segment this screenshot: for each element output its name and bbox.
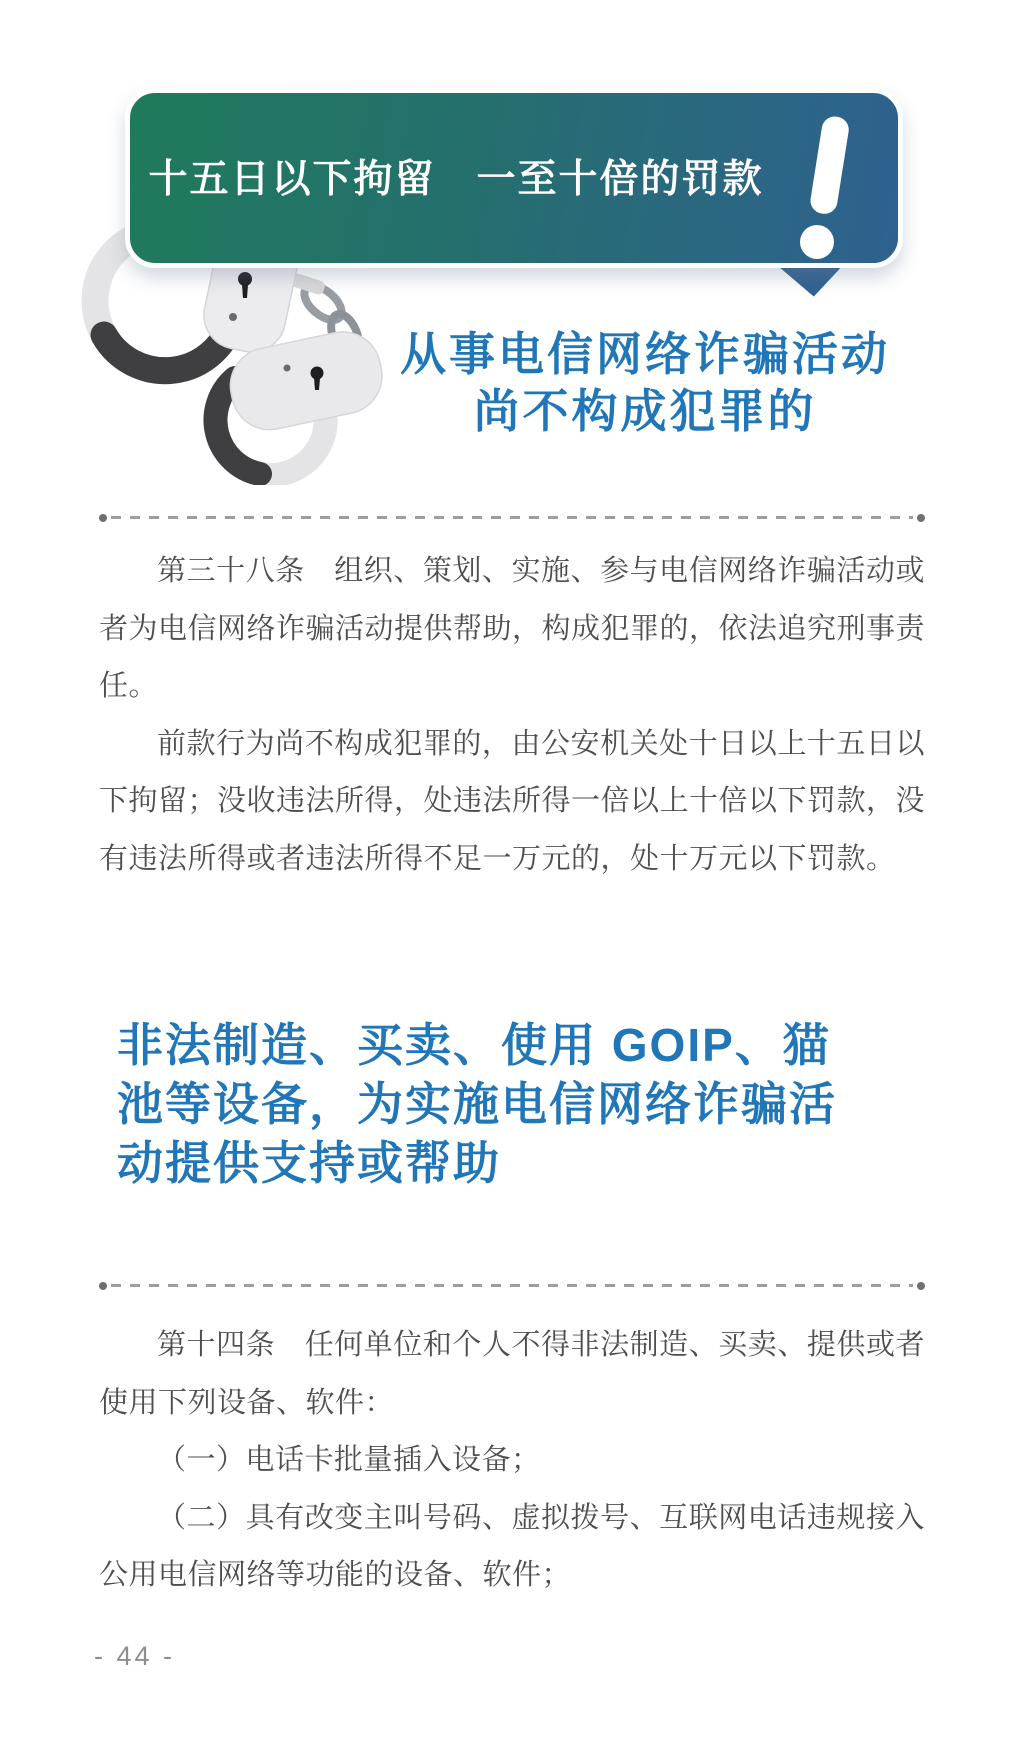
divider-dashes xyxy=(111,516,913,519)
section1-heading xyxy=(360,326,930,440)
divider-end-dot xyxy=(917,1282,925,1290)
divider-end-dot xyxy=(99,514,107,522)
list-item-1: （一）电话卡批量插入设备； xyxy=(157,1444,541,1476)
divider-end-dot xyxy=(917,514,925,522)
dashed-divider xyxy=(99,513,925,522)
exclamation-icon xyxy=(783,112,878,264)
section2-heading-line2: 池等设备，为实施电信网络诈骗活 xyxy=(117,1078,837,1130)
section2-heading-line1: 非法制造、买卖、使用 GOIP、猫 xyxy=(117,1019,831,1071)
article-38-paragraph: 第三十八条 组织、策划、实施、参与电信网络诈骗活动或者为电信网络诈骗活动提供帮助，构成犯罪的，依法追究刑事责任。 xyxy=(99,555,926,702)
list-item-2: （二）具有改变主叫号码、虚拟拨号、互联网电话违规接入公用电信网络等功能的设备、软件； xyxy=(99,1501,925,1591)
banner-title: 十五日以下拘留 一至十倍的罚款 xyxy=(148,158,764,201)
section2-heading-line3: 动提供支持或帮助 xyxy=(117,1137,501,1189)
section2-body xyxy=(99,1317,925,1605)
article-14-paragraph: 第十四条 任何单位和个人不得非法制造、买卖、提供或者使用下列设备、软件： xyxy=(99,1329,925,1419)
dashed-divider xyxy=(99,1281,925,1290)
section1-heading-line1: 从事电信网络诈骗活动 xyxy=(400,328,890,380)
page-number: - 44 - xyxy=(94,1641,176,1671)
divider-dashes xyxy=(111,1284,913,1287)
divider-end-dot xyxy=(99,1282,107,1290)
section1-heading-line2: 尚不构成犯罪的 xyxy=(473,385,817,437)
article-38-penalty-paragraph: 前款行为尚不构成犯罪的，由公安机关处十日以上十五日以下拘留；没收违法所得，处违法所得一倍以上十倍以下罚款，没有违法所得或者违法所得不足一万元的，处十万元以下罚款。 xyxy=(99,727,926,875)
section1-body xyxy=(99,543,925,888)
section2-heading xyxy=(117,1016,967,1193)
